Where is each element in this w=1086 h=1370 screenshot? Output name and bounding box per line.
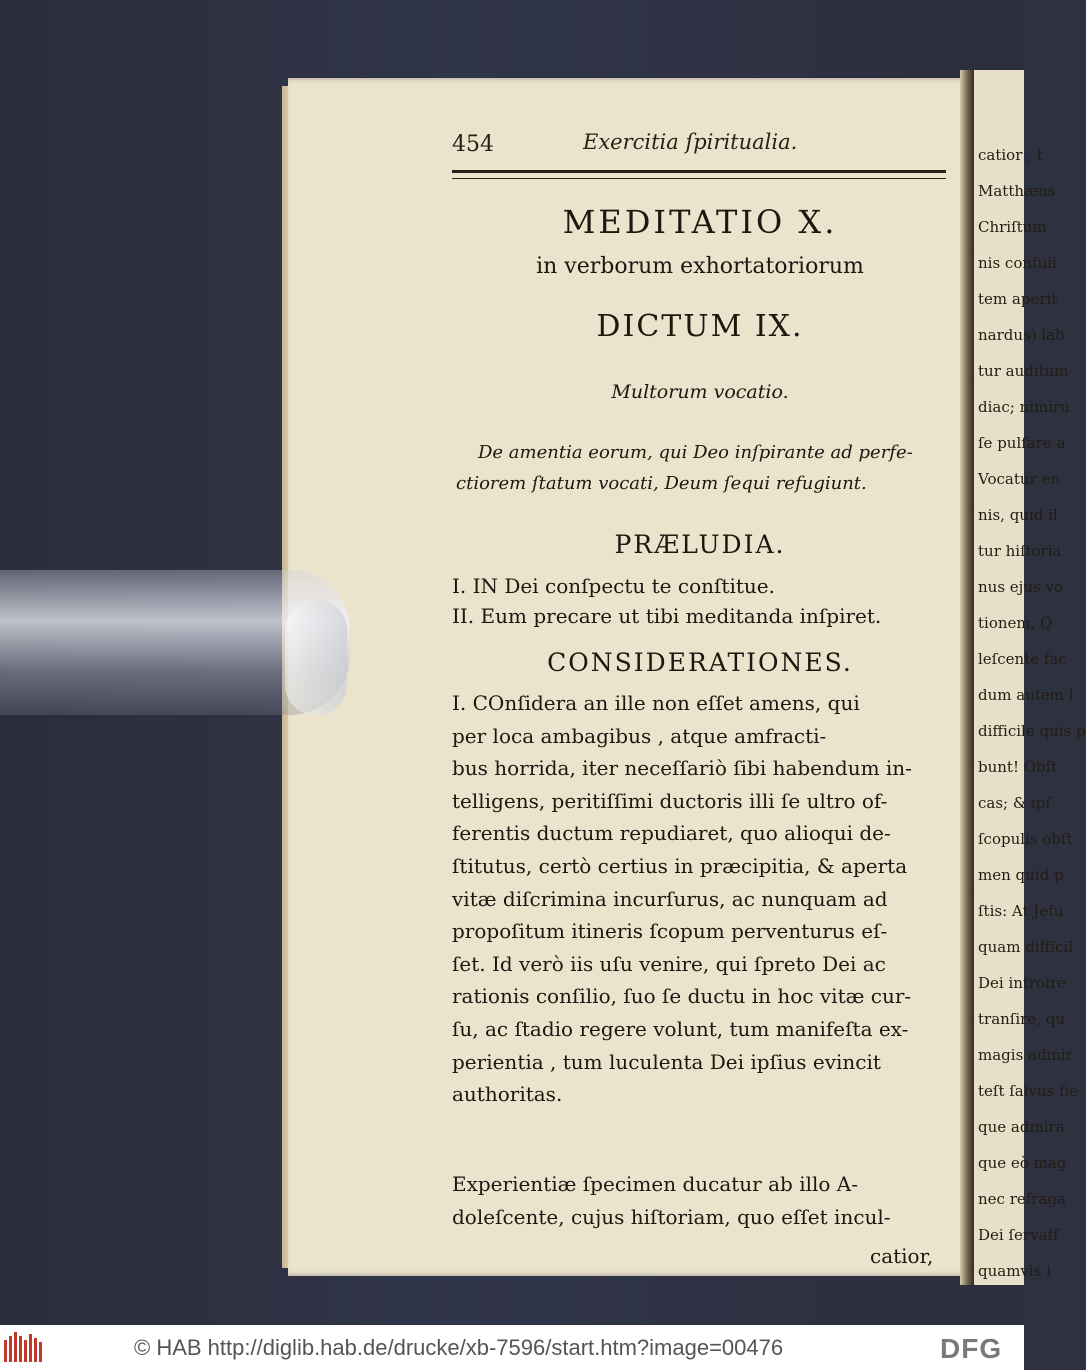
hab-logo-icon bbox=[4, 1332, 44, 1364]
facing-page-line: dum autem l bbox=[978, 686, 1074, 704]
text-line: bus horrida, iter neceſſariò ſibi habendum in- bbox=[452, 756, 912, 781]
facing-page-line: tionem, Q bbox=[978, 614, 1053, 632]
running-title: Exercitia ſpiritualia. bbox=[583, 130, 798, 154]
text-line: telligens, peritiſſimi ductoris illi ſe ultro of- bbox=[452, 788, 888, 813]
facing-page-line: tur auditum bbox=[978, 362, 1069, 380]
facing-page-line: cas; & ipſ bbox=[978, 794, 1051, 812]
text-line: ſet. Id verò iis uſu venire, qui ſpreto Dei ac bbox=[452, 951, 886, 976]
facing-page-line: nus ejus vo bbox=[978, 578, 1063, 596]
facing-page-line: Dei introire bbox=[978, 974, 1067, 992]
facing-page bbox=[974, 70, 1086, 1285]
praeludium-text: Eum precare ut tibi meditanda inſpiret. bbox=[480, 604, 882, 628]
praeludium-1 bbox=[452, 574, 775, 598]
facing-page-line: nis conſuli bbox=[978, 254, 1057, 272]
text-line: vitæ diſcrimina incurſurus, ac nunquam ad bbox=[452, 886, 888, 911]
facing-page-line: ſe pulſare a bbox=[978, 434, 1066, 452]
text-line: doleſcente, cujus hiſtoriam, quo eſſet incul- bbox=[452, 1204, 891, 1229]
text-line: ferentis ductum repudiaret, quo alioqui de- bbox=[452, 821, 891, 846]
facing-page-line: Dei ſervaſſ bbox=[978, 1226, 1059, 1244]
facing-page-line: nis, quid il bbox=[978, 506, 1058, 524]
facing-page-line: ſtis: At Jeſu bbox=[978, 902, 1064, 920]
header-rule bbox=[452, 170, 946, 179]
praeludium-number: II. bbox=[452, 604, 475, 628]
facing-page-line: que eò mag bbox=[978, 1154, 1067, 1172]
meditation-subheading: in verborum exhortatoriorum bbox=[536, 254, 864, 279]
facing-page-line: nardus) lab bbox=[978, 326, 1065, 344]
experientia-paragraph bbox=[452, 1168, 948, 1233]
text-line: ſu, ac ſtadio regere volunt, tum manifeſta ex- bbox=[452, 1016, 909, 1041]
facing-page-line: quamvis i bbox=[978, 1262, 1051, 1280]
facing-page-line: men quid p bbox=[978, 866, 1064, 884]
facing-page-line: bunt! Obſt bbox=[978, 758, 1058, 776]
facing-page-line: tur hiſtoria bbox=[978, 542, 1062, 560]
catchword: catior, bbox=[870, 1244, 934, 1268]
dictum-heading: DICTUM IX. bbox=[596, 309, 804, 344]
facing-page-line: tem aperit bbox=[978, 290, 1058, 308]
praeludium-number: I. bbox=[452, 574, 467, 598]
facing-page-line: difficile quis p bbox=[978, 722, 1086, 740]
facing-page-line: Vocatur en bbox=[978, 470, 1060, 488]
text-line: propoſitum itineris ſcopum perventurus eſ- bbox=[452, 919, 888, 944]
praeludia-heading: PRÆLUDIA. bbox=[614, 530, 786, 559]
facing-page-line: Chriſtum bbox=[978, 218, 1047, 236]
facing-page-line: catior , t bbox=[978, 146, 1043, 164]
facing-page-line: ſcopulis obſt bbox=[978, 830, 1073, 848]
facing-page-line: que admira bbox=[978, 1118, 1065, 1136]
text-line: I. COnſidera an ille non eſſet amens, qui bbox=[452, 691, 860, 715]
text-line: perientia , tum luculenta Dei ipſius evincit bbox=[452, 1049, 881, 1074]
considerationes-heading: CONSIDERATIONES. bbox=[547, 648, 853, 677]
praeludium-text: IN Dei conſpectu te conſtitue. bbox=[472, 574, 775, 598]
facing-page-line: diac; nimiru bbox=[978, 398, 1070, 416]
text-line: Experientiæ ſpecimen ducatur ab illo A- bbox=[452, 1172, 858, 1196]
page-number: 454 bbox=[452, 132, 494, 157]
summary-line-2: ctiorem ſtatum vocati, Deum ſequi refugiunt. bbox=[456, 473, 867, 494]
facing-page-line: nec refraga bbox=[978, 1190, 1066, 1208]
facing-page-line: Matthæus bbox=[978, 182, 1056, 200]
subject-line: Multorum vocatio. bbox=[611, 381, 789, 403]
text-line: per loca ambagibus , atque amfracti- bbox=[452, 723, 827, 748]
praeludium-2 bbox=[452, 604, 881, 628]
facing-page-line: leſcente fac bbox=[978, 650, 1067, 668]
facing-page-line: teſt ſalvus fie bbox=[978, 1082, 1079, 1100]
dfg-logo: DFG bbox=[940, 1333, 1003, 1364]
footer-credit-link[interactable]: © HAB http://diglib.hab.de/drucke/xb-7596/start.htm?image=00476 bbox=[134, 1335, 784, 1360]
consideration-1 bbox=[452, 687, 948, 1111]
text-line: authoritas. bbox=[452, 1082, 563, 1107]
text-line: rationis conſilio, ſuo ſe ductu in hoc vitæ cur- bbox=[452, 984, 912, 1009]
summary-line-1: De amentia eorum, qui Deo inſpirante ad perfe- bbox=[478, 442, 913, 463]
page-clip-tip bbox=[285, 600, 347, 715]
text-line: ſtitutus, certò certius in præcipitia, & aperta bbox=[452, 853, 908, 878]
facing-page-line: tranſire, qu bbox=[978, 1010, 1065, 1028]
meditation-heading: MEDITATIO X. bbox=[562, 203, 838, 241]
facing-page-line: magis admir bbox=[978, 1046, 1073, 1064]
facing-page-line: quam difficil bbox=[978, 938, 1074, 956]
